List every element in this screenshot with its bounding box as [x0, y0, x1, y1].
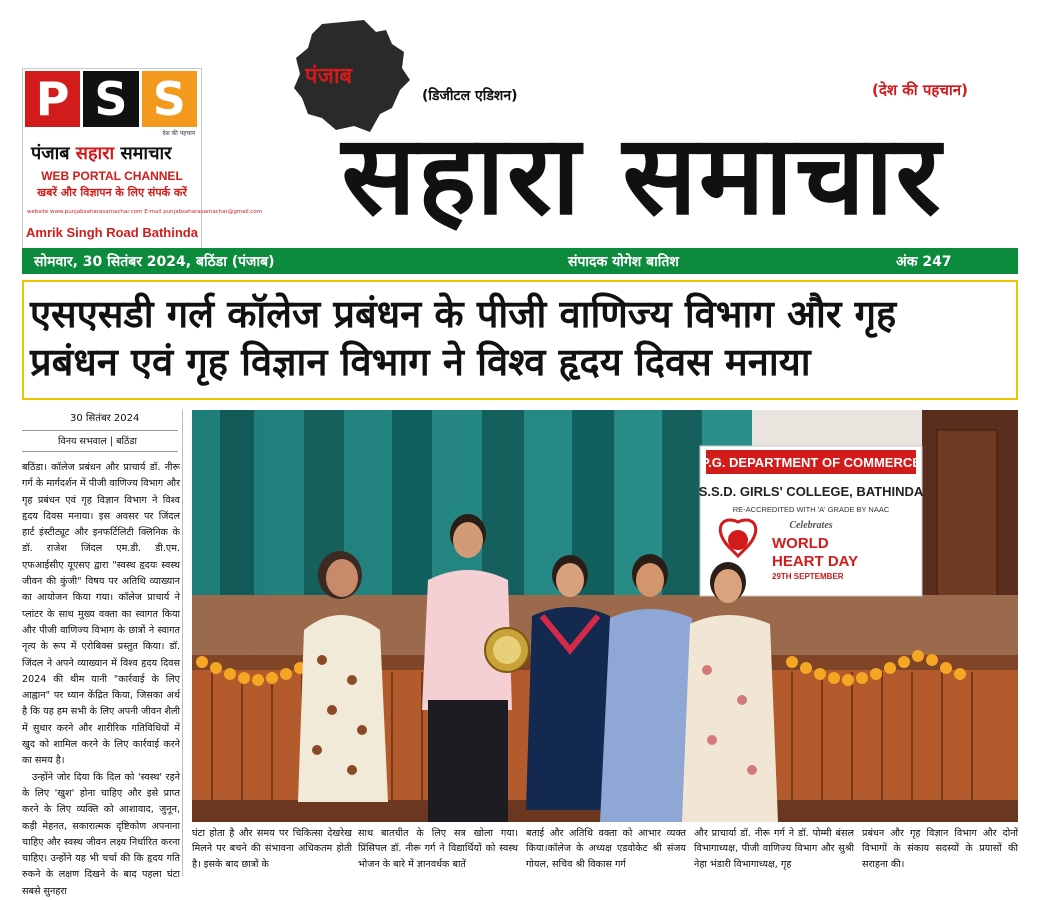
banner-accreditation: RE-ACCREDITED WITH 'A' GRADE BY NAAC [732, 505, 890, 514]
column-divider [182, 410, 183, 876]
logo-name [31, 141, 172, 165]
dateline-issue: अंक 247 [896, 254, 952, 270]
logo-letter-s2: S [142, 71, 197, 127]
logo-site-line: website www.punjabsaharasamachar.com E-mail punjabsaharasamachar@gmail.com [27, 209, 263, 215]
headline-line-2: प्रबंधन एवं गृह विज्ञान विभाग ने विश्व हृदय दिवस मनाया [30, 340, 811, 385]
logo-letter-s1: S [83, 71, 138, 127]
logo-small-tag: देश की पहचान [162, 130, 195, 137]
masthead-tagline: (देश की पहचान) [872, 81, 968, 99]
globe-icon [728, 530, 748, 550]
article-column-3: साथ बातचीत के लिए सत्र खोला गया। प्रिंसिपल डॉ. नीरू गर्ग ने विद्यार्थियों को स्वस्थ भोजन के बारे में ज्ञानवर्धक बातें [358, 828, 518, 870]
article-column-1 [22, 460, 180, 900]
logo-web-portal: WEB PORTAL CHANNEL [41, 169, 183, 183]
article-column-4: बताई और अतिथि वक्ता को आभार व्यक्त किया।कॉलेज के अध्यक्ष एडवोकेट श्री संजय गोयल, सचिव श्री विकास गर्ग [526, 828, 686, 870]
event-photo [192, 410, 1018, 822]
banner-event: WORLD [772, 535, 829, 552]
dateline-editor: संपादक योगेश बातिश [568, 254, 679, 270]
logo-letters [25, 71, 197, 127]
headline-line-1: एसएसडी गर्ल कॉलेज प्रबंधन के पीजी वाणिज्य विभाग और गृह [30, 292, 897, 336]
banner-event-2: HEART DAY [772, 553, 859, 570]
logo-name-b: सहारा [75, 143, 115, 164]
banner-celebrates: Celebrates [789, 520, 833, 531]
dateline-date: सोमवार, 30 सितंबर 2024, बठिंडा (पंजाब) [34, 254, 275, 270]
article-byline: विनय सभवाल | बठिंडा [58, 436, 138, 447]
brand-logo [22, 68, 263, 274]
article-column-5: और प्राचार्या डॉ. नीरू गर्ग ने डॉ. पोम्मी बंसल विभागाध्यक्ष, पीजी वाणिज्य विभाग और सुश्री नेहा भंडारी विभागाध्यक्ष, गृह [694, 828, 854, 870]
banner-event-date: 29TH SEPTEMBER [772, 572, 844, 581]
edition-label: (डिजीटल एडिशन) [422, 88, 518, 104]
article-column-6: प्रबंधन और गृह विज्ञान विभाग और दोनों विभागों के संकाय सदस्यों के प्रयासों की सराहना की। [862, 828, 1018, 870]
article-para-1: बठिंडा। कॉलेज प्रबंधन और प्राचार्य डॉ. नीरू गर्ग के मार्गदर्शन में पीजी वाणिज्य विभाग और गृह प्रबंधन एवं गृह विज्ञान विभाग ने विश्व हृदय दिवस मनाया। इस अवसर पर जिंदल हार्ट इंस्टीट्यूट और इनफर्टिलिटी क्लिनिक के डॉ. राजेश जिंदल एम.डी. डी.एम. एफआईसीए यूएसए द्वारा "स्वस्थ हृदयः स्वस्थ जीवन की कुंजी" विषय पर अतिथि व्याख्यान का आयोजन किया गया। कॉलेज प्राचार्य ने प्लांटर के साथ मुख्य वक्ता का स्वागत किया और पीजी वाणिज्य विभाग के छात्रों ने स्वागत नृत्य के रूप में एरोबिक्स प्रस्तुत किया। डॉ. जिंदल ने अपने व्याख्यान में विश्व हृदय दिवस 2024 की थीम यानी "कार्रवाई के लिए आह्वान" पर ध्यान केंद्रित किया, जिसका अर्थ है कि यह हम सभी के लिए अपनी जीवन शैली में सुधार करने और शारीरिक गतिविधियों में खुद को शामिल करने के लिए कार्रवाई करने का समय है। [22, 462, 180, 767]
banner-dept: P.G. DEPARTMENT OF COMMERCE [701, 455, 921, 470]
headline [30, 290, 1012, 387]
article-date: 30 सितंबर 2024 [70, 413, 140, 424]
logo-ads-line: खबरें और विज्ञापन के लिए संपर्क करें [37, 186, 187, 199]
logo-letter-p: P [25, 71, 80, 127]
trophy-icon [485, 628, 529, 672]
logo-name-c: समाचार [114, 143, 172, 164]
article-column-2: घंटा होता है और समय पर चिकित्सा देखरेख मिलने पर बचने की संभावना अधिकतम होती है। इसके बाद छात्रों के [192, 828, 352, 870]
logo-name-a: पंजाब [31, 143, 76, 164]
logo-address: Amrik Singh Road Bathinda [26, 225, 198, 240]
banner-college: S.S.D. GIRLS' COLLEGE, BATHINDA [698, 484, 924, 499]
masthead-title: सहारा समाचार [341, 111, 943, 239]
article-para-2: उन्होंने जोर दिया कि दिल को 'स्वस्थ' रहने के लिए 'खुश' होना चाहिए और इसे प्राप्त करने के लिए व्यक्ति को आशावाद, जुनून, कड़ी मेहनत, सकारात्मक दृष्टिकोण अपनाना चाहिए और स्वस्थ जीवन लक्ष्य निर्धारित करना चाहिए। उन्होंने यह भी चर्चा की कि हृदय गति रुकने के लक्षण दिखने के बाद पहला घंटा सबसे सुनहरा [22, 771, 180, 897]
region-label: पंजाब [305, 64, 353, 89]
